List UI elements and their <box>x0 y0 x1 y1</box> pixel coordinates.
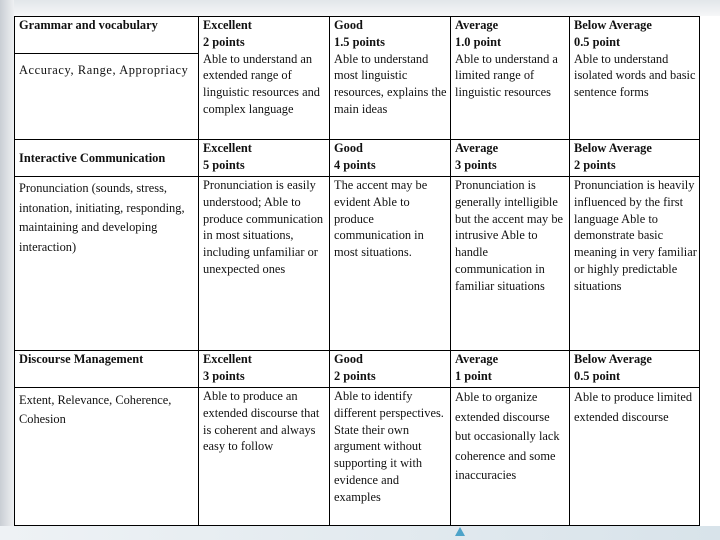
section-discourse-header-row <box>15 351 700 388</box>
level-header-cell <box>330 140 451 177</box>
category-cell <box>15 17 199 54</box>
level-header-cell <box>199 140 330 177</box>
level-description: Able to understand an extended range of linguistic resources and complex language <box>203 51 320 116</box>
level-points: 2 points <box>334 368 376 383</box>
level-label: Below Average <box>574 18 652 32</box>
level-header-cell <box>570 351 700 388</box>
level-points: 5 points <box>203 157 245 172</box>
section-discourse-body-row <box>15 388 700 526</box>
category-label: Grammar and vocabulary <box>19 18 158 32</box>
level-description-cell <box>451 177 570 351</box>
category-label: Interactive Communication <box>19 151 166 165</box>
level-header-cell <box>330 17 451 140</box>
level-description: Able to understand a limited range of linguistic resources <box>455 51 558 100</box>
triangle-decoration-icon <box>455 527 465 536</box>
level-label: Excellent <box>203 18 252 32</box>
level-label: Average <box>455 141 499 155</box>
level-header-cell <box>451 351 570 388</box>
level-description-cell <box>330 388 451 526</box>
subcategory-label: Extent, Relevance, Coherence, Cohesion <box>19 393 172 426</box>
level-description-cell <box>199 388 330 526</box>
level-description: Pronunciation is heavily influenced by the first language Able to demonstrate basic meaning in very familiar or highly predictable situations <box>574 178 697 293</box>
rubric-table <box>14 16 700 526</box>
level-points: 2 points <box>574 157 616 172</box>
slide-top-band <box>0 0 720 16</box>
level-description: Able to produce limited extended discourse <box>574 390 693 424</box>
level-description-cell <box>199 177 330 351</box>
subcategory-label: Pronunciation (sounds, stress, intonation, initiating, responding, maintaining and developing interaction) <box>19 181 185 254</box>
subcategory-label: Accuracy, Range, Appropriacy <box>19 63 189 77</box>
level-points: 3 points <box>203 368 245 383</box>
level-label: Below Average <box>574 141 652 155</box>
category-label: Discourse Management <box>19 352 144 366</box>
level-label: Excellent <box>203 352 252 366</box>
level-header-cell <box>570 17 700 140</box>
slide-left-band <box>0 0 14 540</box>
level-points: 2 points <box>203 34 245 49</box>
level-description: Able to understand most linguistic resources, explains the main ideas <box>334 51 447 116</box>
category-cell <box>15 140 199 177</box>
level-description: Able to understand isolated words and basic sentence forms <box>574 51 696 100</box>
level-points: 1 point <box>455 368 492 383</box>
level-description-cell <box>570 177 700 351</box>
level-points: 1.0 point <box>455 34 502 49</box>
level-label: Below Average <box>574 352 652 366</box>
subcategory-cell <box>15 177 199 351</box>
level-label: Good <box>334 18 363 32</box>
level-header-cell <box>330 351 451 388</box>
subcategory-cell <box>15 388 199 526</box>
level-description: Pronunciation is easily understood; Able to produce communication in most situations, including unfamiliar or unexpected ones <box>203 178 324 276</box>
level-header-cell <box>451 17 570 140</box>
level-description-cell <box>451 388 570 526</box>
level-description-cell <box>330 177 451 351</box>
level-points: 3 points <box>455 157 497 172</box>
level-header-cell <box>570 140 700 177</box>
section-interactive-header-row <box>15 140 700 177</box>
level-label: Average <box>455 18 499 32</box>
level-description: Able to produce an extended discourse that is coherent and always easy to follow <box>203 389 320 454</box>
subcategory-cell <box>15 54 199 140</box>
level-description: Pronunciation is generally intelligible but the accent may be intrusive Able to handle communication in familiar situations <box>455 178 564 293</box>
level-description: Able to identify different perspectives. State their own argument without supporting it with evidence and examples <box>334 389 444 504</box>
slide-bottom-band <box>0 526 720 540</box>
level-description-cell <box>570 388 700 526</box>
level-header-cell <box>199 17 330 140</box>
section-grammar-header-row <box>15 17 700 54</box>
level-label: Good <box>334 141 363 155</box>
level-header-cell <box>451 140 570 177</box>
level-description: Able to organize extended discourse but occasionally lack coherence and some inaccuracies <box>455 390 560 482</box>
level-description: The accent may be evident Able to produce communication in most situations. <box>334 178 428 260</box>
level-label: Good <box>334 352 363 366</box>
level-points: 0.5 point <box>574 34 621 49</box>
level-label: Excellent <box>203 141 252 155</box>
level-header-cell <box>199 351 330 388</box>
level-points: 4 points <box>334 157 376 172</box>
level-points: 1.5 points <box>334 34 385 49</box>
section-interactive-body-row <box>15 177 700 351</box>
level-label: Average <box>455 352 499 366</box>
level-points: 0.5 point <box>574 368 621 383</box>
category-cell <box>15 351 199 388</box>
